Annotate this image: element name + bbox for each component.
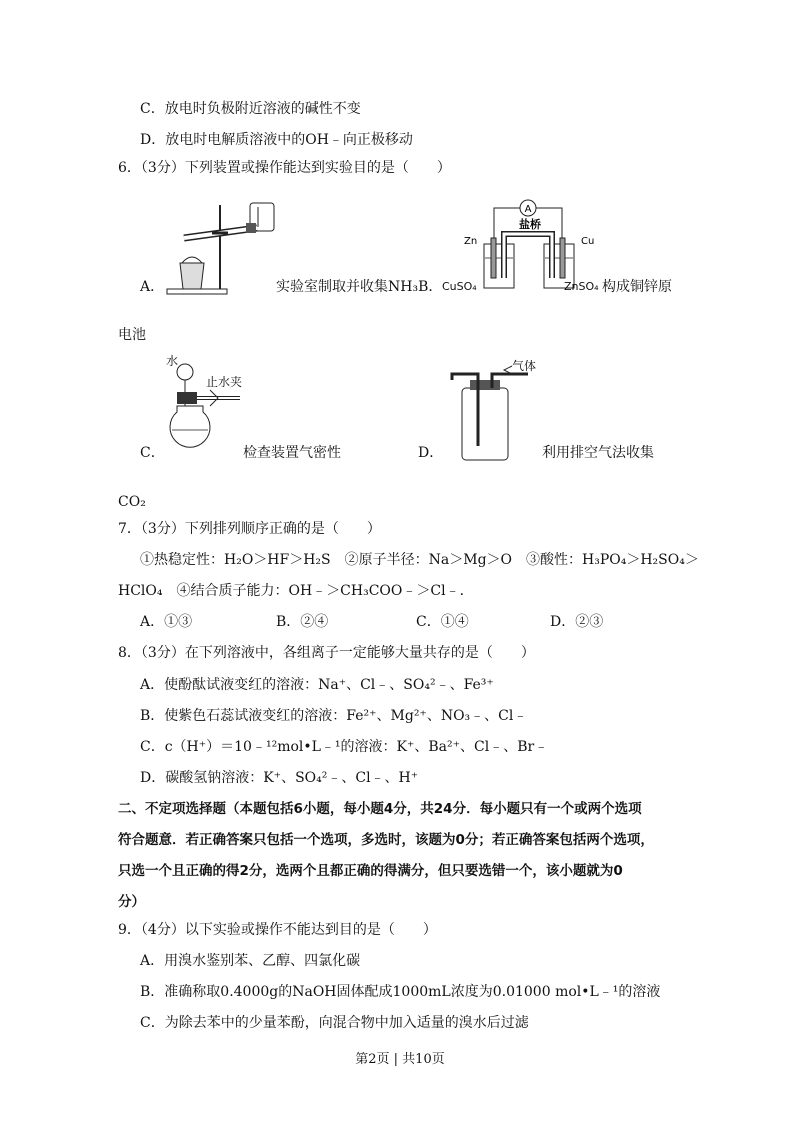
q7-line-1: ①热稳定性：H₂O＞HF＞H₂S ②原子半径：Na＞Mg＞O ③酸性：H₃PO₄＞H₂SO₄＞ — [140, 552, 699, 568]
q6-option-c-label: C． — [140, 445, 165, 461]
q7-line-2: HClO₄ ④结合质子能力：OH﹣＞CH₃COO﹣＞Cl﹣． — [118, 583, 474, 599]
q6-option-c-text: 检查装置气密性 — [243, 445, 341, 461]
zn-label: Zn — [464, 236, 478, 247]
q8-option-b: B．使紫色石蕊试液变红的溶液：Fe²⁺、Mg²⁺、NO₃﹣、Cl﹣ — [140, 708, 528, 724]
section-2-line-2: 符合题意．若正确答案只包括一个选项，多选时，该题为0分；若正确答案包括两个选项， — [118, 832, 654, 848]
section-2-line-1: 二、不定项选择题（本题包括6小题，每小题4分，共24分．每小题只有一个或两个选项 — [118, 801, 642, 817]
q7-option-b: B．②④ — [276, 614, 329, 630]
q6-option-d-text: 利用排空气法收集 — [542, 445, 654, 461]
fig-c-water-label: 水 — [166, 354, 179, 368]
q6-option-b-text: 构成铜锌原 — [602, 279, 672, 295]
q9-option-c: C．为除去苯中的少量苯酚，向混合物中加入适量的溴水后过滤 — [140, 1015, 529, 1031]
figure-a-nh3-apparatus — [162, 193, 282, 298]
q7-option-a: A．①③ — [140, 614, 193, 630]
q7-option-c: C．①④ — [416, 614, 469, 630]
cu-label: Cu — [581, 236, 595, 247]
fig-d-gas-label: 气体 — [512, 359, 537, 373]
q6-option-a-label: A． — [140, 279, 165, 295]
q9-stem: 9．（4分）以下实验或操作不能达到目的是（ ） — [118, 922, 437, 938]
q8-stem: 8．（3分）在下列溶液中，各组离子一定能够大量共存的是（ ） — [118, 645, 535, 661]
q7-option-d: D．②③ — [550, 614, 604, 630]
q5-option-c: C．放电时负极附近溶液的碱性不变 — [140, 101, 361, 117]
q9-option-a: A．用溴水鉴别苯、乙醇、四氯化碳 — [140, 953, 361, 969]
q6-option-b-text-cont: 电池 — [118, 327, 146, 343]
section-2-line-3: 只选一个且正确的得2分，选两个且都正确的得满分，但只要选错一个，该小题就为0 — [118, 863, 623, 879]
q6-option-d-label: D． — [418, 445, 444, 461]
q6-option-d-text-cont: CO₂ — [118, 494, 146, 510]
q8-option-d: D．碳酸氢钠溶液：K⁺、SO₄²﹣、Cl﹣、H⁺ — [140, 770, 419, 786]
q5-option-d: D．放电时电解质溶液中的OH﹣向正极移动 — [140, 132, 413, 148]
section-2-line-4: 分） — [118, 894, 145, 910]
page-footer: 第2页 | 共10页 — [355, 1052, 445, 1067]
fig-c-clip-label: 止水夹 — [206, 375, 243, 389]
q6-stem: 6．（3分）下列装置或操作能达到实验目的是（ ） — [118, 160, 451, 176]
q8-option-a: A．使酚酞试液变红的溶液：Na⁺、Cl﹣、SO₄²﹣、Fe³⁺ — [140, 677, 494, 693]
q7-stem: 7．（3分）下列排列顺序正确的是（ ） — [118, 521, 381, 537]
salt-bridge-label: 盐桥 — [519, 218, 541, 231]
q6-option-a-text: 实验室制取并收集NH₃B． — [276, 279, 443, 295]
q8-option-c: C．c（H⁺）＝10﹣¹²mol•L﹣¹的溶液：K⁺、Ba²⁺、Cl﹣、Br﹣ — [140, 739, 549, 755]
q9-option-b: B．准确称取0.4000g的NaOH固体配成1000mL浓度为0.01000 mol•L﹣¹的溶液 — [140, 984, 661, 1000]
fig-b-right-solution: ZnSO₄ — [564, 280, 599, 293]
fig-b-left-solution: CuSO₄ — [442, 280, 477, 293]
ammeter-label: A — [524, 204, 532, 215]
